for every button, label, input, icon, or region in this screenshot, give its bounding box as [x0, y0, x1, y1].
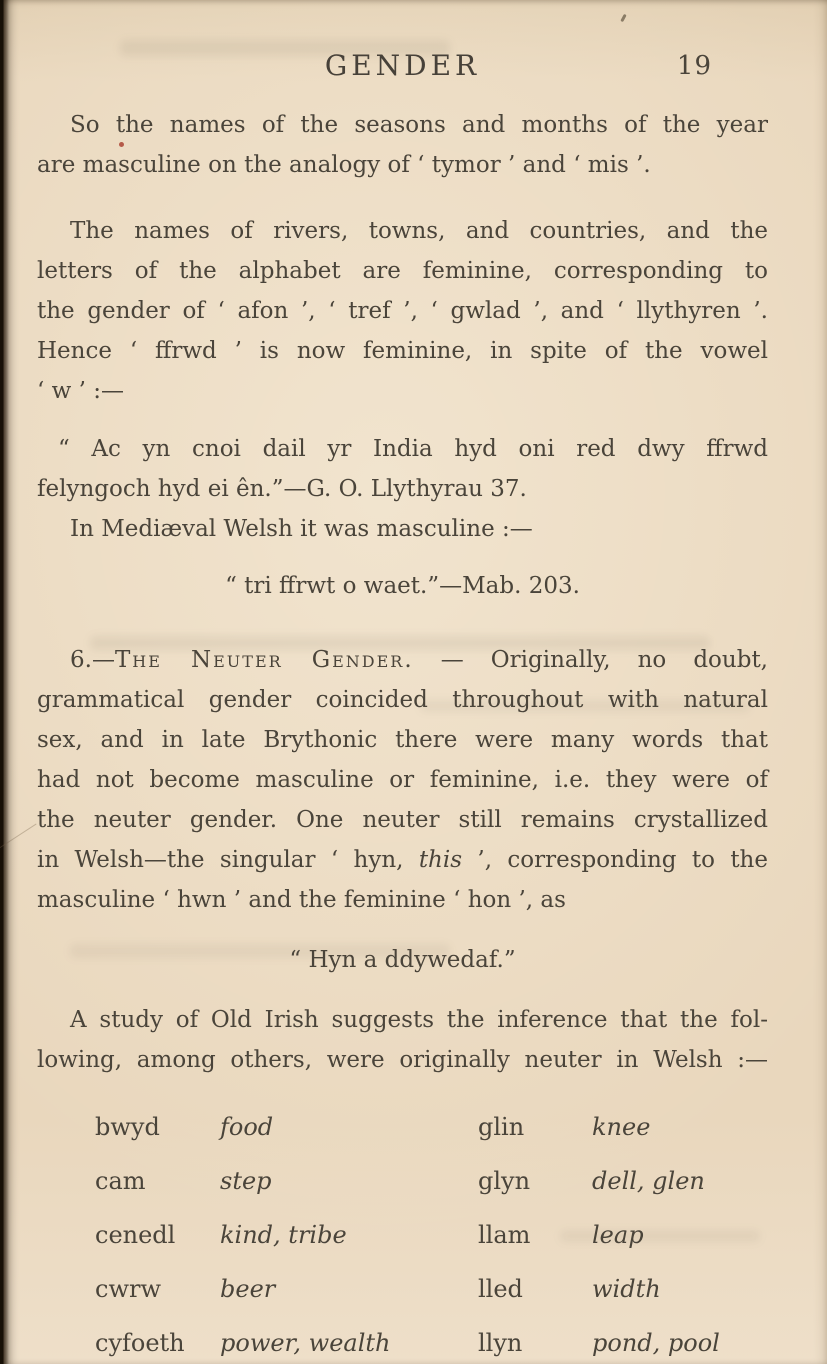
word-list-row	[95, 1100, 768, 1154]
paragraph-seasons	[37, 105, 768, 185]
italic-word: this	[418, 847, 463, 873]
gloss: leap	[592, 1221, 644, 1249]
welsh-word: cyfoeth	[95, 1329, 185, 1357]
section-heading-line	[37, 640, 768, 680]
word-list	[95, 1100, 768, 1364]
text-line: had not become masculine or feminine, i.e. they were of	[37, 767, 768, 793]
gloss: pond, pool	[592, 1329, 720, 1357]
text-line: sex, and in late Brythonic there were many words that	[37, 727, 768, 753]
text-line: masculine ‘ hwn ’ and the feminine ‘ hon ’, as	[37, 887, 566, 913]
gloss: power, wealth	[220, 1329, 391, 1357]
word-list-row	[95, 1154, 768, 1208]
text-line: letters of the alphabet are feminine, corresponding to	[37, 258, 768, 284]
welsh-word: glin	[478, 1113, 525, 1141]
gloss: width	[592, 1275, 661, 1303]
section-title-smallcaps: The Neuter Gender.	[114, 647, 414, 673]
word-list-row	[95, 1316, 768, 1364]
text-line: In Mediæval Welsh it was masculine :—	[70, 516, 533, 542]
text-line: felyngoch hyd ei ên.”—G. O. Llythyrau 37.	[37, 476, 527, 502]
text-line: “ Ac yn cnoi dail yr India hyd oni red dwy ffrwd	[58, 436, 768, 462]
text-segment: in Welsh—the singular ‘ hyn,	[37, 847, 419, 873]
text-line	[37, 840, 768, 880]
gloss: step	[220, 1167, 272, 1195]
paragraph-old-irish	[37, 1000, 768, 1080]
text-line: The names of rivers, towns, and countries, and the	[70, 218, 768, 244]
section-heading-rest: — Originally, no doubt,	[413, 647, 768, 673]
welsh-word: glyn	[478, 1167, 531, 1195]
welsh-word: cam	[95, 1167, 146, 1195]
text-segment: ’, corresponding to the	[462, 847, 768, 873]
welsh-word: llyn	[478, 1329, 523, 1357]
page-header	[37, 51, 768, 81]
citation-line: “ tri ffrwt o waet.”—Mab. 203.	[225, 573, 580, 599]
welsh-word: cenedl	[95, 1221, 176, 1249]
welsh-word: bwyd	[95, 1113, 160, 1141]
paragraph-rivers	[37, 211, 768, 411]
gloss: knee	[592, 1113, 651, 1141]
text-line: So the names of the seasons and months of the year	[70, 112, 768, 138]
centered-citation	[37, 566, 768, 606]
section-number: 6.—	[70, 647, 115, 673]
welsh-word: llam	[478, 1221, 531, 1249]
paragraph-neuter-gender	[37, 640, 768, 920]
text-line: Hence ‘ ffrwd ’ is now feminine, in spite of the vowel	[37, 338, 768, 364]
citation-line: “ Hyn a ddywedaf.”	[289, 947, 516, 973]
text-line: are masculine on the analogy of ‘ tymor ’ and ‘ mis ’.	[37, 152, 651, 178]
text-line: A study of Old Irish suggests the inference that the fol-	[70, 1007, 768, 1033]
quotation-block	[37, 429, 768, 549]
page-number: 19	[676, 51, 712, 81]
gloss: kind, tribe	[220, 1221, 347, 1249]
text-line: the neuter gender. One neuter still remains crystallized	[37, 807, 768, 833]
text-line: ‘ w ’ :—	[37, 378, 124, 404]
welsh-word: lled	[478, 1275, 523, 1303]
text-line: lowing, among others, were originally neuter in Welsh :—	[37, 1047, 768, 1073]
centered-citation	[37, 940, 768, 980]
gloss: dell, glen	[592, 1167, 705, 1195]
running-title: GENDER	[324, 49, 481, 82]
word-list-row	[95, 1262, 768, 1316]
gloss: food	[220, 1113, 274, 1141]
welsh-word: cwrw	[95, 1275, 161, 1303]
text-line: the gender of ‘ afon ’, ‘ tref ’, ‘ gwlad ’, and ‘ llythyren ’.	[37, 298, 768, 324]
gloss: beer	[220, 1275, 276, 1303]
text-line: grammatical gender coincided throughout with natural	[37, 687, 768, 713]
word-list-row	[95, 1208, 768, 1262]
